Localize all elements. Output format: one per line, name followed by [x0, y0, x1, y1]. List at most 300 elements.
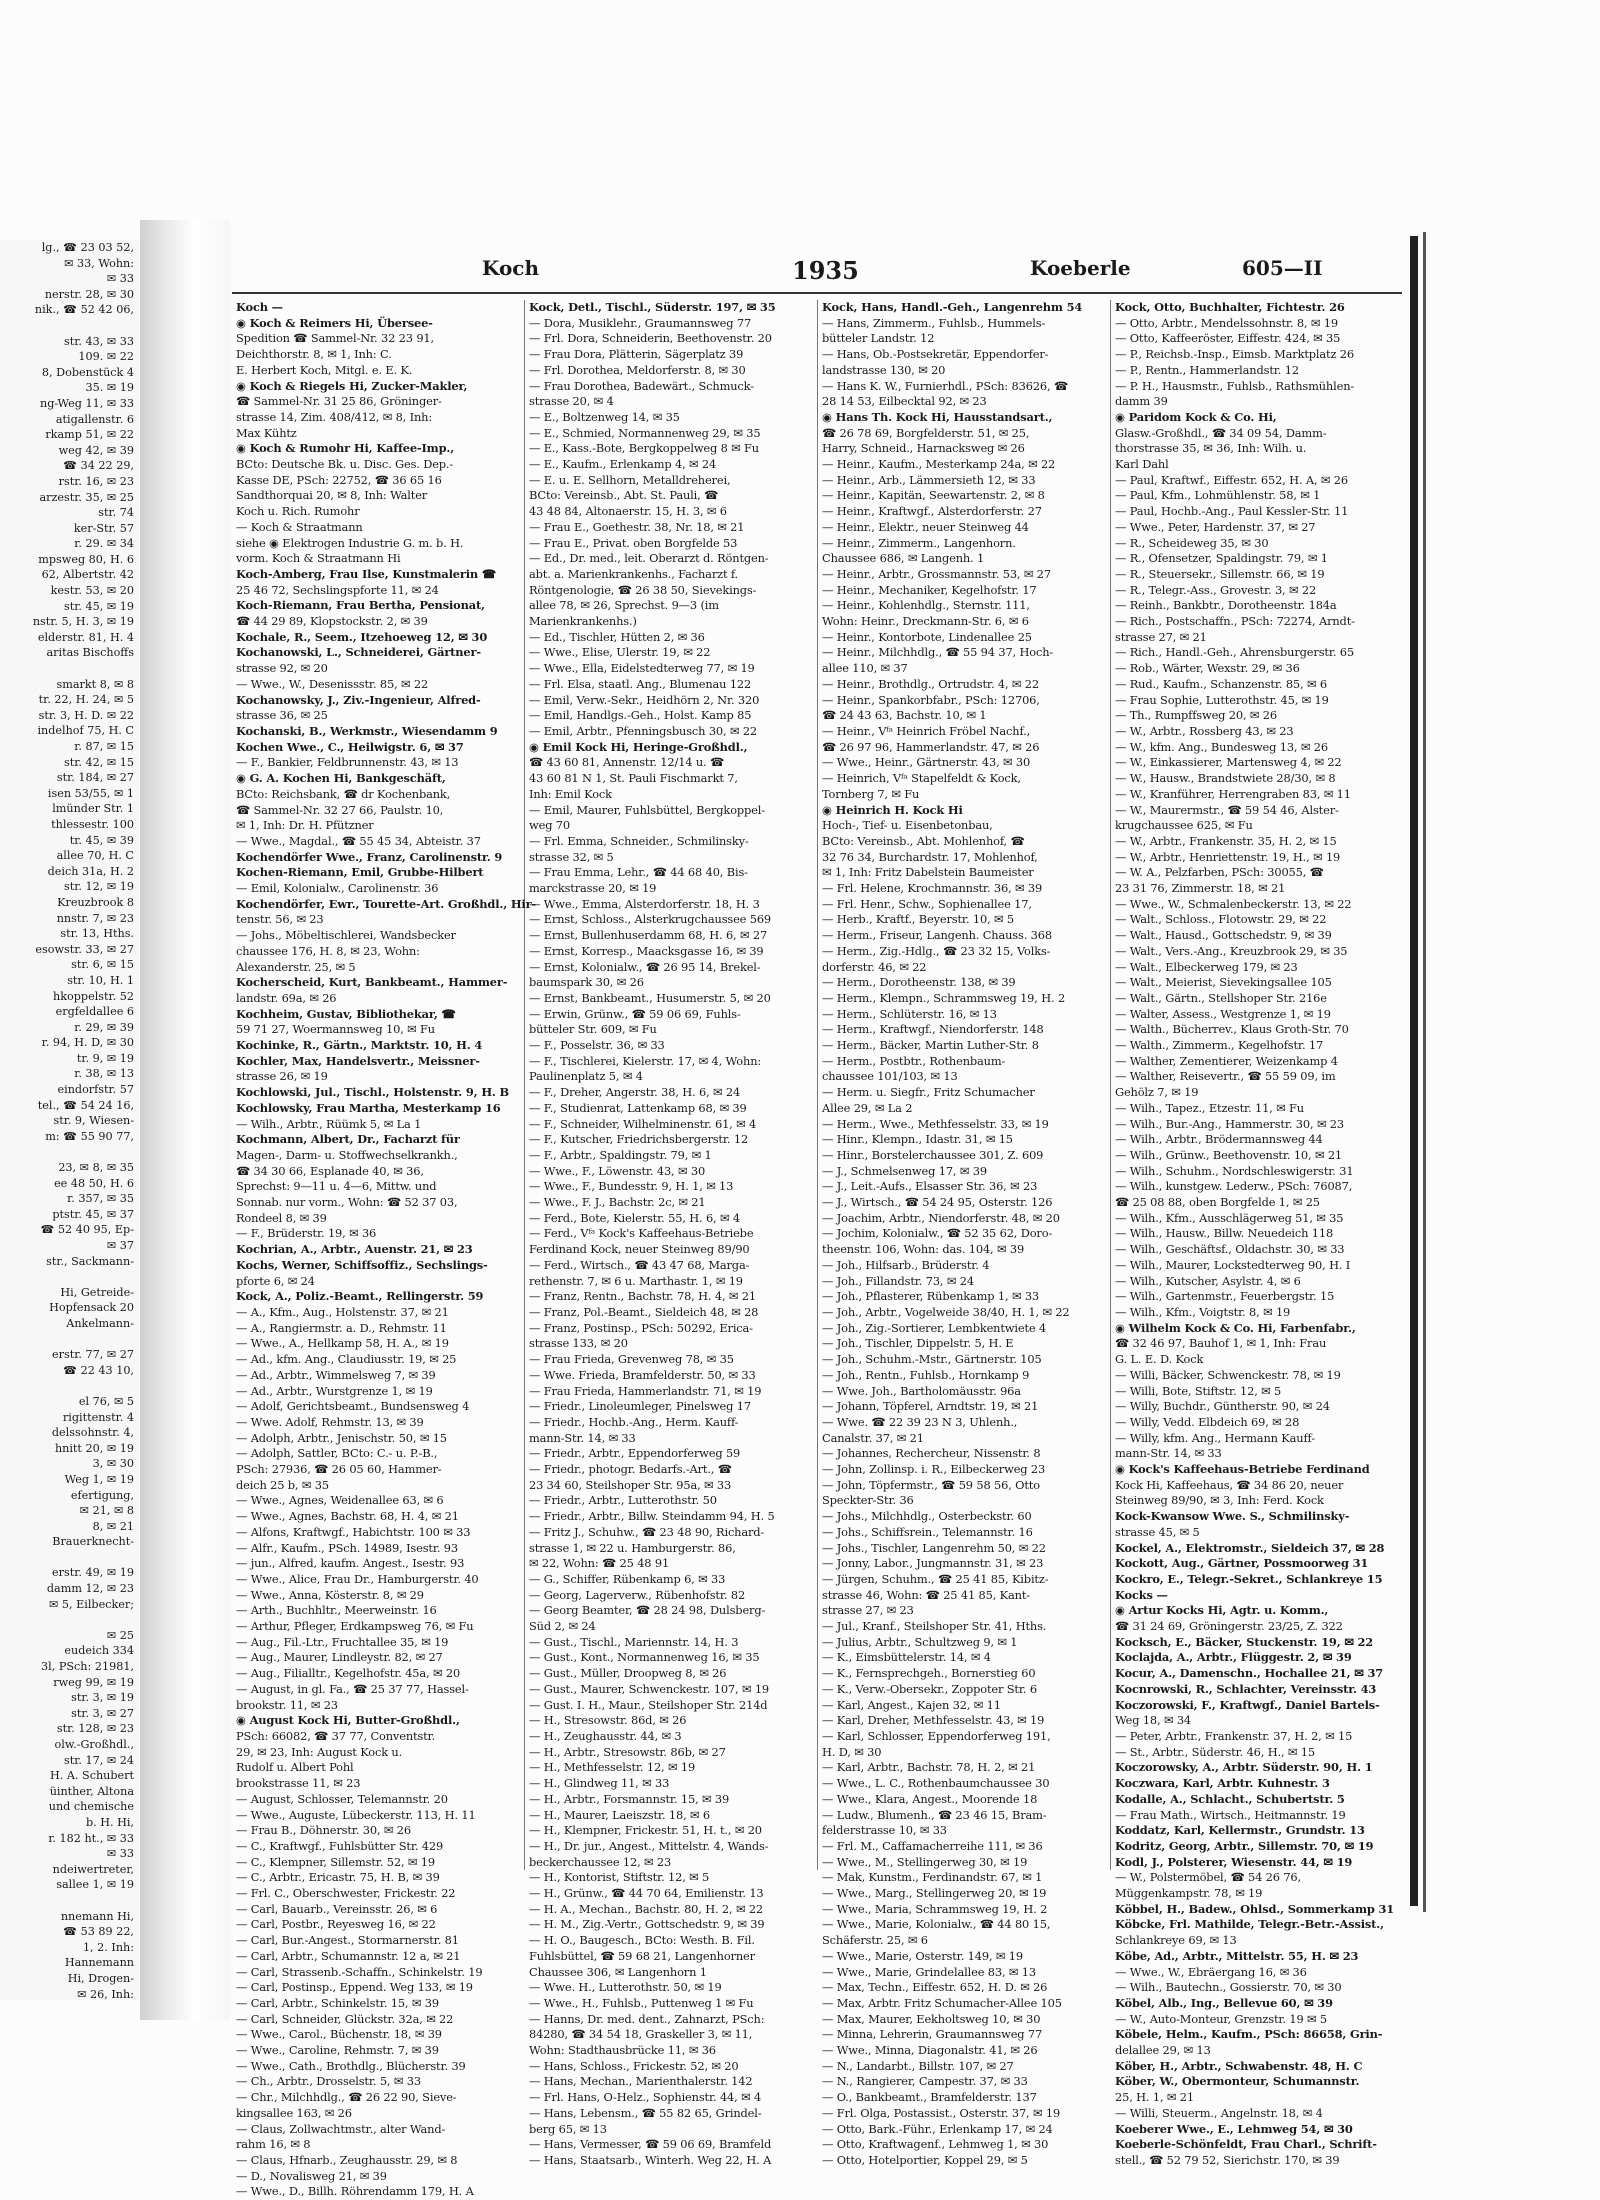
directory-entry-line: — W., Hausw., Brandstwiete 28/30, ✉ 8 — [1115, 771, 1336, 786]
directory-entry-line: Rondeel 8, ✉ 39 — [236, 1210, 327, 1225]
directory-entry-line: — Heinr., Arb., Lämmersieth 12, ✉ 33 — [822, 472, 1036, 487]
left-page-line: allee 70, H. C — [56, 849, 134, 863]
directory-entry-line: — Herm., Wwe., Methfesselstr. 33, ✉ 19 — [822, 1116, 1049, 1131]
directory-entry-line: — Wwe., Agnes, Bachstr. 68, H. 4, ✉ 21 — [236, 1509, 459, 1524]
directory-entry-line: 28 14 53, Eilbecktal 92, ✉ 23 — [822, 394, 987, 409]
left-page-line: erstr. 77, ✉ 27 — [52, 1348, 134, 1362]
directory-entry-line: — Ferd., Wirtsch., ☎ 43 47 68, Marga- — [529, 1257, 750, 1272]
directory-entry-line: Kock, Hans, Handl.-Geh., Langenrehm 54 — [822, 300, 1083, 314]
directory-entry-line: — Wilh., Kfm., Voigtstr. 8, ✉ 19 — [1115, 1305, 1291, 1319]
directory-entry-line: — Arth., Buchhltr., Meerweinstr. 16 — [236, 1603, 437, 1618]
directory-entry-line: — Frau Dora, Plätterin, Sägerplatz 39 — [529, 347, 744, 362]
directory-entry-line: — Wwe., Peter, Hardenstr. 37, ✉ 27 — [1115, 519, 1316, 534]
directory-entry-line: — Max, Arbtr. Fritz Schumacher-Allee 105 — [822, 1995, 1062, 2010]
directory-entry-line: — Heinr., Vᶠᵃ Heinrich Fröbel Nachf., — [822, 723, 1031, 738]
directory-entry-line: — W., Auto-Monteur, Grenzstr. 19 ✉ 5 — [1115, 2011, 1327, 2026]
directory-entry-line: vorm. Koch & Straatmann Hi — [236, 551, 401, 566]
directory-entry-line: — Wilh., Schuhm., Nordschleswigerstr. 31 — [1115, 1163, 1354, 1178]
directory-entry-line: Tornberg 7, ✉ Fu — [822, 786, 920, 801]
directory-entry-line: Röntgenologie, ☎ 26 38 50, Sievekings- — [529, 582, 757, 597]
directory-entry-line: — F., Schneider, Wilhelminenstr. 61, ✉ 4 — [529, 1116, 757, 1131]
directory-entry-line: — Wilh., Kutscher, Asylstr. 4, ✉ 6 — [1115, 1273, 1301, 1288]
directory-entry-line: — Friedr., Linoleumleger, Pinelsweg 17 — [529, 1399, 751, 1414]
directory-entry-line: — K., Fernsprechgeh., Bornerstieg 60 — [822, 1666, 1036, 1681]
directory-entry-line: theenstr. 106, Wohn: das. 104, ✉ 39 — [822, 1242, 1025, 1257]
directory-entry-line: Kockott, Aug., Gärtner, Possmoorweg 31 — [1115, 1556, 1369, 1571]
directory-entry-line: — Friedr., photogr. Bedarfs.-Art., ☎ — [529, 1462, 732, 1477]
left-page-line: 35. ✉ 19 — [85, 381, 134, 395]
directory-entry-line: — Aug., Fil.-Ltr., Fruchtallee 35, ✉ 19 — [236, 1634, 449, 1649]
directory-entry-line: — Carl, Postbr., Reyesweg 16, ✉ 22 — [236, 1917, 436, 1932]
directory-entry-line: Koczwara, Karl, Arbtr. Kuhnestr. 3 — [1115, 1776, 1330, 1791]
directory-entry-line: Spedition ☎ Sammel-Nr. 32 23 91, — [236, 331, 434, 346]
left-page-line: str. 128, ✉ 23 — [56, 1722, 134, 1736]
directory-entry-line: — P., Reichsb.-Insp., Eimsb. Marktplatz 26 — [1115, 347, 1354, 362]
directory-entry-line: — Willy, Buchdr., Güntherstr. 90, ✉ 24 — [1115, 1399, 1330, 1414]
directory-entry-line: — Wwe., W., Ebräergang 16, ✉ 36 — [1115, 1964, 1307, 1979]
directory-entry-line: — J., Wirtsch., ☎ 54 24 95, Osterstr. 126 — [822, 1195, 1053, 1210]
directory-entry-line: — R., Scheideweg 35, ✉ 30 — [1115, 535, 1269, 550]
left-page-line: ✉ 33 — [106, 272, 134, 286]
directory-entry-line: Inh: Emil Kock — [529, 786, 612, 801]
directory-entry-line: — Johannes, Rechercheur, Nissenstr. 8 — [822, 1446, 1041, 1461]
directory-entry-line: — Hans, Ob.-Postsekretär, Eppendorfer- — [822, 347, 1049, 362]
directory-entry-line: Kochinke, R., Gärtn., Marktstr. 10, H. 4 — [236, 1038, 483, 1053]
directory-entry-line: — Max, Techn., Eiffestr. 652, H. D. ✉ 26 — [822, 1980, 1048, 1995]
directory-entry-line: — Frau B., Döhnerstr. 30, ✉ 26 — [236, 1823, 411, 1838]
directory-entry-line: — O., Bankbeamt., Bramfelderstr. 137 — [822, 2090, 1037, 2105]
directory-entry-line: bütteler Str. 609, ✉ Fu — [529, 1022, 657, 1037]
directory-entry-line: — Erwin, Grünw., ☎ 59 06 69, Fuhls- — [529, 1006, 741, 1021]
directory-entry-line: — Karl, Schlosser, Eppendorferweg 191, — [822, 1728, 1051, 1743]
directory-entry-line: Rudolf u. Albert Pohl — [236, 1760, 354, 1775]
left-page-line: nstr. 5, H. 3, ✉ 19 — [32, 615, 134, 629]
directory-entry-line: E. Herbert Koch, Mitgl. e. E. K. — [236, 362, 413, 377]
left-page-line: ✉ 37 — [106, 1239, 134, 1252]
left-page-line: nnstr. 7, ✉ 23 — [56, 911, 134, 925]
directory-entry-line: BCto: Vereinsb., Abt. St. Pauli, ☎ — [529, 488, 719, 503]
directory-entry-line: Koclajda, A., Arbtr., Flüggestr. 2, ✉ 39 — [1115, 1650, 1352, 1665]
directory-entry-line: — F., Dreher, Angerstr. 38, H. 6, ✉ 24 — [529, 1085, 741, 1100]
left-page-line: smarkt 8, ✉ 8 — [56, 677, 134, 691]
directory-entry-line: — Walt., Meierist, Sievekingsallee 105 — [1115, 975, 1332, 990]
left-page-line: str. 6, ✉ 15 — [71, 958, 134, 972]
directory-entry-line: rahm 16, ✉ 8 — [236, 2137, 311, 2152]
directory-entry-line: Kodalle, A., Schlacht., Schubertstr. 5 — [1115, 1791, 1345, 1806]
directory-entry-line: 23 34 60, Steilshoper Str. 95a, ✉ 33 — [529, 1477, 732, 1492]
directory-entry-line: — Otto, Arbtr., Mendelssohnstr. 8, ✉ 19 — [1115, 315, 1338, 330]
directory-entry-line: — Georg Beamter, ☎ 28 24 98, Dulsberg- — [529, 1603, 766, 1618]
left-page-line: weg 42, ✉ 39 — [58, 443, 134, 457]
directory-entry-line: — J., Schmelsenweg 17, ✉ 39 — [822, 1163, 987, 1178]
directory-entry-line: — Frau Frieda, Hammerlandstr. 71, ✉ 19 — [529, 1383, 762, 1398]
directory-entry-line: — R., Steuersekr., Sillemstr. 66, ✉ 19 — [1115, 566, 1325, 581]
directory-entry-line: Karl Dahl — [1115, 457, 1169, 472]
directory-entry-line: — Walth., Zimmerm., Kegelhofstr. 17 — [1115, 1038, 1324, 1053]
left-page-line: str., Sackmann- — [46, 1254, 134, 1268]
directory-entry-line: deich 25 b, ✉ 35 — [236, 1477, 329, 1492]
directory-entry-line: Kochrian, A., Arbtr., Auenstr. 21, ✉ 23 — [236, 1242, 473, 1257]
directory-entry-line: rethenstr. 7, ✉ 6 u. Marthastr. 1, ✉ 19 — [529, 1273, 743, 1288]
directory-entry-line: Kochmann, Albert, Dr., Facharzt für — [236, 1132, 460, 1147]
directory-entry-line: — R., Telegr.-Ass., Grovestr. 3, ✉ 22 — [1115, 582, 1317, 597]
directory-entry-line: felderstrasse 10, ✉ 33 — [822, 1823, 947, 1838]
left-page-line: ee 48 50, H. 6 — [54, 1176, 134, 1190]
directory-entry-line: Kock Hi, Kaffeehaus, ☎ 34 86 20, neuer — [1115, 1477, 1344, 1492]
directory-entry-line: — Franz, Postinsp., PSch: 50292, Erica- — [529, 1320, 753, 1335]
directory-entry-line: — Claus, Hfnarb., Zeughausstr. 29, ✉ 8 — [236, 2152, 458, 2167]
left-page-line: 3l, PSch: 21981, — [41, 1660, 134, 1674]
directory-entry-line: — Wwe., F. J., Bachstr. 2c, ✉ 21 — [529, 1195, 706, 1210]
directory-entry-line: 29, ✉ 23, Inh: August Kock u. — [236, 1744, 403, 1759]
directory-entry-line: — Hans, Zimmerm., Fuhlsb., Hummels- — [822, 315, 1046, 330]
directory-entry-line: — Hanns, Dr. med. dent., Zahnarzt, PSch: — [529, 2011, 765, 2026]
directory-entry-line: — Ad., kfm. Ang., Claudiusstr. 19, ✉ 25 — [236, 1352, 457, 1367]
left-page-line: el 76, ✉ 5 — [78, 1394, 134, 1408]
directory-entry-line: ☎ 31 24 69, Gröningerstr. 23/25, Z. 322 — [1115, 1619, 1343, 1634]
left-page-line: lg., ☎ 23 03 52, — [41, 241, 134, 254]
directory-entry-line: — Fritz J., Schuhw., ☎ 23 48 90, Richard- — [529, 1524, 765, 1539]
left-page-line: b. H. Hi, — [85, 1815, 134, 1829]
directory-entry-line: — Karl, Arbtr., Bachstr. 78, H. 2, ✉ 21 — [822, 1760, 1036, 1775]
directory-entry-line: strasse 27, ✉ 21 — [1115, 629, 1207, 644]
directory-entry-line: — Wwe., Caroline, Rehmstr. 7, ✉ 39 — [236, 2043, 439, 2058]
directory-entry-line: Schäferstr. 25, ✉ 6 — [822, 1933, 928, 1948]
directory-entry-line: — Aug., Maurer, Lindleystr. 82, ✉ 27 — [236, 1650, 443, 1665]
left-page-line: Weg 1, ✉ 19 — [64, 1472, 134, 1486]
directory-entry-line: strasse 92, ✉ 20 — [236, 661, 328, 676]
directory-entry-line: — Walth., Bücherrev., Klaus Groth-Str. 70 — [1115, 1022, 1349, 1037]
directory-entry-line: H. D, ✉ 30 — [822, 1744, 882, 1759]
directory-entry-line: Kocur, A., Damenschn., Hochallee 21, ✉ 37 — [1115, 1666, 1384, 1681]
directory-entry-line: — Friedr., Arbtr., Billw. Steindamm 94, H. 5 — [529, 1509, 775, 1524]
directory-entry-line: — Wilh., Hausw., Billw. Neuedeich 118 — [1115, 1226, 1334, 1241]
directory-entry-line: — Gust., Tischl., Mariennstr. 14, H. 3 — [529, 1634, 739, 1649]
directory-entry-line: — Rich., Handl.-Geh., Ahrensburgerstr. 65 — [1115, 645, 1354, 660]
directory-entry-line: Hoch-, Tief- u. Eisenbetonbau, — [822, 818, 993, 833]
directory-entry-line: BCto: Deutsche Bk. u. Disc. Ges. Dep.- — [236, 457, 454, 472]
directory-entry-line: — Rob., Wärter, Wexstr. 29, ✉ 36 — [1115, 661, 1300, 676]
left-page-line: ptstr. 45, ✉ 37 — [52, 1207, 134, 1221]
directory-entry-line: — August, in gl. Fa., ☎ 25 37 77, Hassel- — [236, 1681, 469, 1696]
directory-entry-line: Kochanski, B., Werkmstr., Wiesendamm 9 — [236, 723, 498, 738]
directory-entry-line: — Wwe., A., Hellkamp 58, H. A., ✉ 19 — [236, 1336, 449, 1351]
directory-entry-line: — W., Maurermstr., ☎ 59 54 46, Alster- — [1115, 802, 1339, 817]
directory-entry-line: G. L. E. D. Kock — [1115, 1352, 1204, 1367]
directory-entry-line: — Heinr., Arbtr., Grossmannstr. 53, ✉ 27 — [822, 566, 1051, 581]
directory-entry-line: — Ferd., Vᶠᵃ Kock's Kaffeehaus-Betriebe — [529, 1226, 754, 1241]
directory-entry-line: — Ed., Dr. med., leit. Oberarzt d. Röntgen- — [529, 551, 769, 566]
left-page-line: rweg 99, ✉ 19 — [53, 1675, 134, 1689]
left-page-line: H. A. Schubert — [49, 1769, 134, 1783]
directory-entry-line: ☎ 26 78 69, Borgfelderstr. 51, ✉ 25, — [822, 425, 1030, 440]
left-page-line — [0, 1550, 140, 1566]
directory-entry-line: — Ch., Arbtr., Drosselstr. 5, ✉ 33 — [236, 2074, 421, 2089]
directory-entry-line: Koeberer Wwe., E., Lehmweg 54, ✉ 30 — [1115, 2121, 1353, 2136]
directory-entry-line: — Joh., Rentn., Fuhlsb., Hornkamp 9 — [822, 1367, 1030, 1382]
directory-entry-line: — E., Schmied, Normannenweg 29, ✉ 35 — [529, 425, 761, 440]
directory-entry-line: — jun., Alfred, kaufm. Angest., Isestr. 93 — [236, 1556, 465, 1571]
directory-entry-line: Kodl, J., Polsterer, Wiesenstr. 44, ✉ 19 — [1115, 1854, 1353, 1869]
running-head-right: Koeberle — [1030, 256, 1131, 280]
directory-entry-line: — Frau Emma, Lehr., ☎ 44 68 40, Bis- — [529, 865, 748, 880]
left-page-line: kestr. 53, ✉ 20 — [50, 584, 134, 598]
directory-entry-line: 43 60 81 N 1, St. Pauli Fischmarkt 7, — [529, 771, 738, 786]
directory-entry-line: — N., Landarbt., Billstr. 107, ✉ 27 — [822, 2058, 1014, 2073]
directory-entry-line: — Hinr., Borstelerchaussee 301, Z. 609 — [822, 1147, 1044, 1162]
directory-entry-line: Ferdinand Kock, neuer Steinweg 89/90 — [529, 1242, 750, 1257]
directory-entry-line: berg 65, ✉ 13 — [529, 2121, 607, 2136]
directory-entry-line: — W., Arbtr., Frankenstr. 35, H. 2, ✉ 15 — [1115, 833, 1337, 848]
directory-entry-line: — Heinr., Kraftwgf., Alsterdorferstr. 27 — [822, 504, 1042, 519]
directory-entry-line: — Frau Math., Wirtsch., Heitmannstr. 19 — [1115, 1807, 1346, 1822]
left-page-line: indelhof 75, H. C — [37, 724, 134, 738]
directory-entry-line: PSch: 66082, ☎ 37 77, Conventstr. — [236, 1728, 436, 1743]
directory-entry-line: — Wwe., Ella, Eidelstedterweg 77, ✉ 19 — [529, 661, 755, 676]
directory-entry-line: 25 46 72, Sechslingspforte 11, ✉ 24 — [236, 582, 439, 597]
directory-entry-line: ◉ Emil Kock Hi, Heringe-Großhdl., — [529, 739, 748, 754]
directory-entry-line: — Ernst, Bullenhuserdamm 68, H. 6, ✉ 27 — [529, 928, 768, 943]
directory-entry-line: Kockro, E., Telegr.-Sekret., Schlankreye 15 — [1115, 1571, 1383, 1586]
left-page-line: str. 184, ✉ 27 — [56, 771, 134, 785]
directory-entry-line: — H., Maurer, Laeiszstr. 18, ✉ 6 — [529, 1807, 711, 1822]
directory-entry-line: — Walter, Assess., Westgrenze 1, ✉ 19 — [1115, 1006, 1331, 1021]
directory-entry-line: — Wwe., Maria, Schrammsweg 19, H. 2 — [822, 1901, 1048, 1916]
directory-entry-line: chaussee 176, H. 8, ✉ 23, Wohn: — [236, 943, 420, 958]
page-header — [232, 248, 1402, 288]
directory-entry-line: — Frau Frieda, Grevenweg 78, ✉ 35 — [529, 1352, 734, 1367]
directory-entry-line: — Heinr., Kaufm., Mesterkamp 24a, ✉ 22 — [822, 457, 1056, 472]
directory-entry-line: Kocksch, E., Bäcker, Stuckenstr. 19, ✉ 22 — [1115, 1634, 1374, 1649]
directory-entry-line: — Aug., Filialltr., Kegelhofstr. 45a, ✉ 20 — [236, 1666, 461, 1681]
directory-entry-line: — W. A., Pelzfarben, PSch: 30055, ☎ — [1115, 865, 1324, 880]
directory-entry-line: — F., Arbtr., Spaldingstr. 79, ✉ 1 — [529, 1147, 712, 1162]
directory-entry-line: strasse 46, Wohn: ☎ 25 41 85, Kant- — [822, 1587, 1030, 1602]
directory-entry-line: — Herm., Postbtr., Rothenbaum- — [822, 1053, 1006, 1068]
left-page-line: rstr. 16, ✉ 23 — [58, 474, 134, 488]
directory-entry-line: 59 71 27, Woermannsweg 10, ✉ Fu — [236, 1022, 435, 1037]
directory-entry-line: weg 70 — [529, 818, 570, 833]
directory-entry-line: — K., Eimsbüttelerstr. 14, ✉ 4 — [822, 1650, 991, 1665]
directory-entry-line: — Wilh., kunstgew. Lederw., PSch: 76087, — [1115, 1179, 1353, 1194]
left-page-line: str. 3, ✉ 27 — [71, 1706, 134, 1720]
left-page-line: elderstr. 81, H. 4 — [37, 630, 134, 644]
directory-entry-line: Koddatz, Karl, Kellermstr., Grundstr. 13 — [1115, 1823, 1365, 1838]
directory-entry-line: — P. H., Hausmstr., Fuhlsb., Rathsmühlen- — [1115, 378, 1355, 393]
directory-entry-line: — Heinr., Elektr., neuer Steinweg 44 — [822, 519, 1029, 534]
directory-entry-line: ◉ Koch & Riegels Hi, Zucker-Makler, — [236, 378, 468, 393]
directory-entry-line: — Wwe., Klara, Angest., Moorende 18 — [822, 1791, 1038, 1806]
page-edge-shadow — [1423, 232, 1426, 1912]
directory-entry-line: — Wwe., W., Desenissstr. 85, ✉ 22 — [236, 676, 429, 691]
directory-entry-line: — Willi, Bäcker, Schwenckestr. 78, ✉ 19 — [1115, 1367, 1341, 1382]
directory-entry-line: strasse 26, ✉ 19 — [236, 1069, 328, 1084]
directory-column-1 — [232, 300, 537, 2199]
left-page-line: str. 10, H. 1 — [67, 973, 134, 987]
directory-entry-line: Köbele, Helm., Kaufm., PSch: 86658, Grin- — [1115, 2027, 1383, 2042]
directory-entry-line: — W., Kranführer, Herrengraben 83, ✉ 11 — [1115, 786, 1351, 801]
directory-column-2 — [525, 300, 818, 2167]
directory-entry-line: — C., Arbtr., Ericastr. 75, H. B, ✉ 39 — [236, 1870, 440, 1885]
directory-entry-line: Weg 18, ✉ 34 — [1115, 1713, 1192, 1728]
directory-entry-line: — Walt., Gärtn., Stellshoper Str. 216e — [1115, 990, 1327, 1005]
directory-entry-line: — Frl. Olga, Postassist., Osterstr. 37, ✉ 19 — [822, 2105, 1061, 2120]
left-page-line: tr. 22, H. 24, ✉ 5 — [38, 693, 134, 707]
directory-entry-line: — E. u. E. Sellhorn, Metalldreherei, — [529, 472, 731, 487]
directory-entry-line: mann-Str. 14, ✉ 33 — [529, 1430, 636, 1445]
directory-entry-line: — F., Kutscher, Friedrichsbergerstr. 12 — [529, 1132, 749, 1147]
directory-entry-line: — Johs., Tischler, Langenrehm 50, ✉ 22 — [822, 1540, 1046, 1555]
directory-entry-line: — Ad., Arbtr., Wurstgrenze 1, ✉ 19 — [236, 1383, 433, 1398]
directory-entry-line: — Paul, Kfm., Lohmühlenstr. 58, ✉ 1 — [1115, 488, 1321, 503]
directory-entry-line: — H. A., Mechan., Bachstr. 80, H. 2, ✉ 22 — [529, 1901, 764, 1916]
directory-entry-line: — Mak, Kunstm., Ferdinandstr. 67, ✉ 1 — [822, 1870, 1043, 1885]
directory-entry-line: — Adolph, Sattler, BCto: C.- u. P.-B., — [236, 1446, 438, 1461]
directory-entry-line: — P., Rentn., Hammerlandstr. 12 — [1115, 362, 1299, 377]
directory-entry-line: — Herm., Zig.-Hdlg., ☎ 23 32 15, Volks- — [822, 943, 1051, 958]
left-page-line: nnemann Hi, — [60, 1909, 134, 1923]
directory-entry-line: — Ernst, Bankbeamt., Husumerstr. 5, ✉ 20 — [529, 990, 771, 1005]
directory-entry-line: — F., Bankier, Feldbrunnenstr. 43, ✉ 13 — [236, 755, 459, 770]
directory-entry-line: — Wwe., Marg., Stellingerweg 20, ✉ 19 — [822, 1886, 1047, 1901]
directory-entry-line: Glasw.-Großhdl., ☎ 34 09 54, Damm- — [1115, 425, 1327, 440]
directory-entry-line: bütteler Landstr. 12 — [822, 331, 935, 346]
left-page-line: tr. 9, ✉ 19 — [76, 1051, 134, 1065]
directory-entry-line: — Walt., Elbeckerweg 179, ✉ 23 — [1115, 959, 1298, 974]
left-page-line — [0, 1332, 140, 1348]
left-page-line: ndeiwertreter, — [52, 1862, 134, 1876]
left-page-line: m: ☎ 55 90 77, — [45, 1129, 134, 1143]
directory-entry-line: — Wilh., Geschäftsf., Oldachstr. 30, ✉ 33 — [1115, 1242, 1345, 1257]
directory-entry-line: — Claus, Zollwachtmstr., alter Wand- — [236, 2121, 446, 2136]
left-page-line: lmünder Str. 1 — [52, 802, 134, 816]
directory-entry-line: — Wilh., Bautechn., Gossierstr. 70, ✉ 30 — [1115, 1980, 1342, 1995]
directory-entry-line: — H. M., Zig.-Vertr., Gottschedstr. 9, ✉ 39 — [529, 1917, 765, 1932]
directory-entry-line: — Otto, Hotelportier, Koppel 29, ✉ 5 — [822, 2152, 1028, 2167]
directory-entry-line: — E., Kass.-Bote, Bergkoppelweg 8 ✉ Fu — [529, 441, 759, 456]
directory-entry-line: Kochale, R., Seem., Itzehoeweg 12, ✉ 30 — [236, 629, 488, 644]
directory-entry-line: — H. O., Baugesch., BCto: Westh. B. Fil. — [529, 1933, 755, 1948]
left-page-line: Kreuzbrook 8 — [57, 895, 134, 909]
directory-entry-line: strasse 1, ✉ 22 u. Hamburgerstr. 86, — [529, 1540, 736, 1555]
left-page-line: tr. 45, ✉ 39 — [69, 833, 134, 847]
directory-entry-line: — W., Arbtr., Rossberg 43, ✉ 23 — [1115, 723, 1294, 738]
directory-entry-line: — Frl. Helene, Krochmannstr. 36, ✉ 39 — [822, 881, 1043, 896]
directory-entry-line: 32 76 34, Burchardstr. 17, Mohlenhof, — [822, 849, 1038, 864]
directory-entry-line: — Carl, Arbtr., Schinkelstr. 15, ✉ 39 — [236, 1995, 439, 2010]
directory-entry-line: — Wilh., Gartenmstr., Feuerbergstr. 15 — [1115, 1289, 1335, 1304]
directory-entry-line: Kocherscheid, Kurt, Bankbeamt., Hammer- — [236, 975, 508, 990]
directory-entry-line: Harry, Schneid., Harnacksweg ✉ 26 — [822, 441, 1025, 456]
directory-entry-line: strasse 14, Zim. 408/412, ✉ 8, Inh: — [236, 409, 433, 424]
directory-entry-line: — Wwe., Magdal., ☎ 55 45 34, Abteistr. 37 — [236, 833, 481, 848]
left-page-line: ✉ 33, Wohn: — [64, 256, 134, 270]
directory-entry-line: — H., Glindweg 11, ✉ 33 — [529, 1776, 670, 1791]
directory-entry-line: abt. a. Marienkrankenhs., Facharzt f. — [529, 566, 739, 581]
directory-entry-line: — Adolf, Gerichtsbeamt., Bundsensweg 4 — [236, 1399, 470, 1414]
directory-entry-line: — Georg, Lagerverw., Rübenhofstr. 82 — [529, 1587, 746, 1602]
directory-entry-line: Köbbel, H., Badew., Ohlsd., Sommerkamp 31 — [1115, 1901, 1395, 1916]
directory-entry-line: allee 110, ✉ 37 — [822, 661, 908, 676]
directory-entry-line: — Ad., Arbtr., Wimmelsweg 7, ✉ 39 — [236, 1367, 436, 1382]
left-page-line: 8, Dobenstück 4 — [41, 365, 134, 379]
directory-entry-line: — St., Arbtr., Süderstr. 46, H., ✉ 15 — [1115, 1744, 1315, 1759]
directory-entry-line: strasse 36, ✉ 25 — [236, 708, 328, 723]
directory-entry-line: — Joh., Fillandstr. 73, ✉ 24 — [822, 1273, 974, 1288]
directory-entry-line: Kochendörfer Wwe., Franz, Carolinenstr. 9 — [236, 849, 503, 864]
directory-entry-line: krugchaussee 625, ✉ Fu — [1115, 818, 1253, 833]
directory-entry-line: — C., Kraftwgf., Fuhlsbütter Str. 429 — [236, 1838, 444, 1853]
left-page-line: mpsweg 80, H. 6 — [38, 552, 134, 566]
directory-entry-line: ◉ G. A. Kochen Hi, Bankgeschäft, — [236, 771, 446, 786]
directory-entry-line: — Carl, Schneider, Glückstr. 32a, ✉ 22 — [236, 2011, 454, 2026]
directory-entry-line: — Paul, Hochb.-Ang., Paul Kessler-Str. 11 — [1115, 504, 1349, 519]
directory-entry-line: — Herm., Friseur, Langenh. Chauss. 368 — [822, 928, 1052, 943]
directory-entry-line: Koczorowski, F., Kraftwgf., Daniel Bartels- — [1115, 1697, 1380, 1712]
directory-entry-line: Sonnab. nur vorm., Wohn: ☎ 52 37 03, — [236, 1195, 458, 1210]
left-page-line: Hi, Drogen- — [67, 1971, 134, 1985]
directory-entry-line: ✉ 22, Wohn: ☎ 25 48 91 — [529, 1556, 670, 1571]
directory-entry-line: — Wwe., Auguste, Lübeckerstr. 113, H. 11 — [236, 1807, 476, 1822]
left-page-line: hnitt 20, ✉ 19 — [54, 1441, 134, 1455]
directory-entry-line: — Herm., Schlüterstr. 16, ✉ 13 — [822, 1006, 997, 1021]
left-page-line: Hi, Getreide- — [60, 1285, 134, 1299]
directory-entry-line: tenstr. 56, ✉ 23 — [236, 912, 324, 927]
left-page-line: ☎ 34 22 29, — [63, 459, 134, 473]
directory-entry-line: — H., Arbtr., Stresowstr. 86b, ✉ 27 — [529, 1744, 726, 1759]
directory-entry-line: — Joh., Tischler, Dippelstr. 5, H. E — [822, 1336, 1014, 1351]
directory-entry-line: — Herb., Kraftf., Beyerstr. 10, ✉ 5 — [822, 912, 1014, 927]
directory-entry-line: — Carl, Arbtr., Schumannstr. 12 a, ✉ 21 — [236, 1948, 461, 1963]
directory-entry-line: — Emil, Verw.-Sekr., Heidhörn 2, Nr. 320 — [529, 692, 760, 707]
left-page-line: r. 94, H. D, ✉ 30 — [41, 1036, 134, 1050]
left-page-line: und chemische — [48, 1800, 134, 1814]
left-page-line: 3, ✉ 30 — [92, 1457, 134, 1471]
directory-entry-line: — Walt., Hausd., Gottschedstr. 9, ✉ 39 — [1115, 928, 1332, 943]
directory-entry-line: Deichthorstr. 8, ✉ 1, Inh: C. — [236, 347, 392, 362]
directory-entry-line: — Karl, Dreher, Methfesselstr. 43, ✉ 19 — [822, 1713, 1045, 1728]
directory-entry-line: — H., Grünw., ☎ 44 70 64, Emilienstr. 13 — [529, 1886, 764, 1901]
left-page-line: ✉ 5, Eilbecker; — [48, 1597, 134, 1611]
directory-entry-line: — Wilh., Maurer, Lockstedterweg 90, H. I — [1115, 1257, 1351, 1272]
directory-entry-line: Kodritz, Georg, Arbtr., Sillemstr. 70, ✉ 19 — [1115, 1838, 1374, 1853]
directory-entry-line: — Hans, Lebensm., ☎ 55 82 65, Grindel- — [529, 2105, 762, 2120]
directory-entry-line: Gehölz 7, ✉ 19 — [1115, 1085, 1199, 1100]
directory-entry-line: — Ferd., Bote, Kielerstr. 55, H. 6, ✉ 4 — [529, 1210, 740, 1225]
directory-entry-line: Köbcke, Frl. Mathilde, Telegr.-Betr.-Assist., — [1115, 1917, 1384, 1932]
directory-entry-line: — Gust. I. H., Maur., Steilshoper Str. 214d — [529, 1697, 768, 1712]
directory-entry-line: — Frl. Dorothea, Meldorferstr. 8, ✉ 30 — [529, 362, 746, 377]
directory-entry-line: ☎ Sammel-Nr. 32 27 66, Paulstr. 10, — [236, 802, 444, 817]
left-page-line: tel., ☎ 54 24 16, — [37, 1098, 134, 1112]
page-number: 605—II — [1242, 256, 1323, 280]
directory-entry-line: Chaussee 306, ✉ Langenhorn 1 — [529, 1964, 707, 1979]
directory-entry-line: — Hans, Staatsarb., Winterh. Weg 22, H. A — [529, 2152, 772, 2167]
directory-entry-line: ☎ 32 46 97, Bauhof 1, ✉ 1, Inh: Frau — [1115, 1336, 1327, 1351]
directory-entry-line: — Frau E., Goethestr. 38, Nr. 18, ✉ 21 — [529, 519, 745, 534]
directory-entry-line: Wohn: Heinr., Dreckmann-Str. 6, ✉ 6 — [822, 614, 1029, 629]
directory-entry-line: — H., Zeughausstr. 44, ✉ 3 — [529, 1728, 682, 1743]
directory-entry-line: — H., Dr. jur., Angest., Mittelstr. 4, Wands- — [529, 1838, 769, 1853]
directory-entry-line: — Wwe., F., Bundesstr. 9, H. 1, ✉ 13 — [529, 1179, 734, 1194]
directory-entry-line: — Emil, Maurer, Fuhlsbüttel, Bergkoppel- — [529, 802, 765, 817]
directory-entry-line: ☎ Sammel-Nr. 31 25 86, Gröninger- — [236, 394, 442, 409]
directory-entry-line: — F., Posselstr. 36, ✉ 33 — [529, 1038, 665, 1053]
left-page-line: r. 182 ht., ✉ 33 — [48, 1831, 134, 1845]
directory-entry-line: — Gust., Müller, Droopweg 8, ✉ 26 — [529, 1666, 727, 1681]
directory-entry-line: — A., Kfm., Aug., Holstenstr. 37, ✉ 21 — [236, 1305, 449, 1319]
left-page-line: 8, ✉ 21 — [92, 1519, 134, 1533]
